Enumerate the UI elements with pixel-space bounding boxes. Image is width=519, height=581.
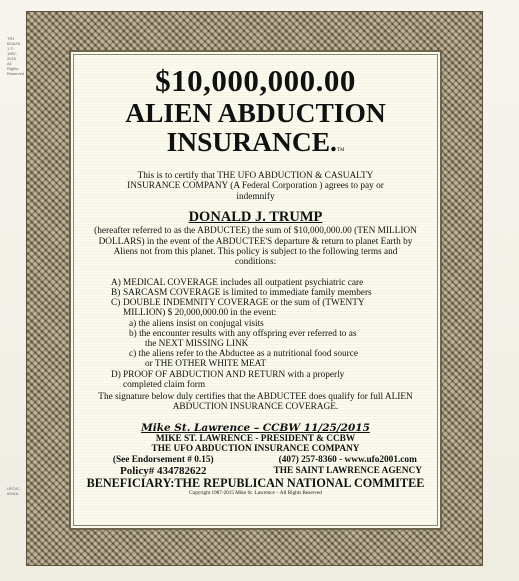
condition-d xyxy=(111,370,440,380)
coverage-terms-text: (hereafter referred to as the ABDUCTEE) the sum of $10,000,000.00 (TEN MILLION DOLLARS) in the event of the ABDUCTEE'S departure & return to planet Earth by Aliens not from this planet. This policy is subject to the following terms and conditions: xyxy=(94,226,417,268)
headline-line-1: ALIEN ABDUCTION xyxy=(125,97,386,128)
certificate-border xyxy=(27,12,482,565)
sub-condition-text: the aliens refer to the Abductee as a nutritional food source xyxy=(138,349,358,360)
condition-d-continued: completed claim form xyxy=(123,379,206,390)
copyright-notice: Copyright 1987-2015 Mike St. Lawrence – All Rights Reserved xyxy=(189,490,322,497)
sub-condition-c-continued: or THE OTHER WHITE MEAT xyxy=(145,359,267,370)
sub-condition-a xyxy=(111,319,440,329)
certificate-panel xyxy=(69,50,442,530)
condition-text: MEDICAL COVERAGE includes all outpatient psychiatric care xyxy=(123,277,364,288)
condition-c xyxy=(111,298,440,308)
condition-letter: C) xyxy=(111,298,121,309)
trademark-mark: TM xyxy=(336,148,345,153)
endorsement-contact-row xyxy=(71,455,440,465)
sub-condition-c xyxy=(111,349,440,359)
headline-line-2 xyxy=(71,127,440,165)
condition-text: PROOF OF ABDUCTION AND RETURN with a properly xyxy=(123,369,345,380)
endorsement-note: (See Endorsement # 0.15) xyxy=(112,454,214,465)
condition-letter: D) xyxy=(111,369,121,380)
condition-letter: B) xyxy=(111,288,121,299)
side-note-bottom: UFOIC-0001A xyxy=(7,486,21,496)
beneficiary: BENEFICIARY:THE REPUBLICAN NATIONAL COMMITEE xyxy=(86,476,425,491)
condition-c-continued: MILLION) $ 20,000,000.00 in the event: xyxy=(123,308,277,319)
sub-condition-letter: c) xyxy=(129,349,137,360)
signer-title: MIKE ST. LAWRENCE - PRESIDENT & CCBW xyxy=(155,433,356,444)
condition-text: DOUBLE INDEMNITY COVERAGE or the sum of (TWENTY xyxy=(123,298,365,309)
agency-name: THE SAINT LAWRENCE AGENCY xyxy=(273,466,422,477)
sub-condition-letter: a) xyxy=(129,318,137,329)
insured-name: DONALD J. TRUMP xyxy=(188,209,323,226)
conditions-list xyxy=(111,278,440,390)
condition-b xyxy=(111,288,440,298)
contact-info: (407) 257-8360 - www.ufo2001.com xyxy=(278,454,417,465)
side-note-top: TR1 BOAFA 1 © 1987-2015 All Rights Reserved xyxy=(7,36,25,76)
sub-condition-text: the encounter results with any offspring ever referred to as xyxy=(139,328,357,339)
sub-condition-letter: b) xyxy=(129,328,137,339)
signature: Mike St. Lawrence – CCBW 11/25/2015 xyxy=(141,421,370,434)
sub-condition-text: the aliens insist on conjugal visits xyxy=(138,318,264,329)
condition-a xyxy=(111,278,440,288)
condition-text: SARCASM COVERAGE is limited to immediate family members xyxy=(123,288,372,299)
sub-condition-b xyxy=(111,329,440,339)
company-name: THE UFO ABDUCTION INSURANCE COMPANY xyxy=(151,444,360,455)
coverage-amount: $10,000,000.00 xyxy=(155,63,356,98)
policy-number: Policy# 434782622 xyxy=(120,465,207,478)
condition-letter: A) xyxy=(111,277,121,288)
certification-statement: The signature below duly certifies that the ABDUCTEE does qualify for full ALIEN ABDUCTION INSURANCE COVERAGE. xyxy=(98,392,413,413)
sub-condition-b-continued: the NEXT MISSING LINK xyxy=(145,339,249,350)
intro-text: This is to certify that THE UFO ABDUCTION & CASUALTY INSURANCE COMPANY (A Federal Corporation ) agrees to pay or indemnify xyxy=(127,171,384,202)
headline-text-2: INSURANCE. xyxy=(166,126,337,157)
